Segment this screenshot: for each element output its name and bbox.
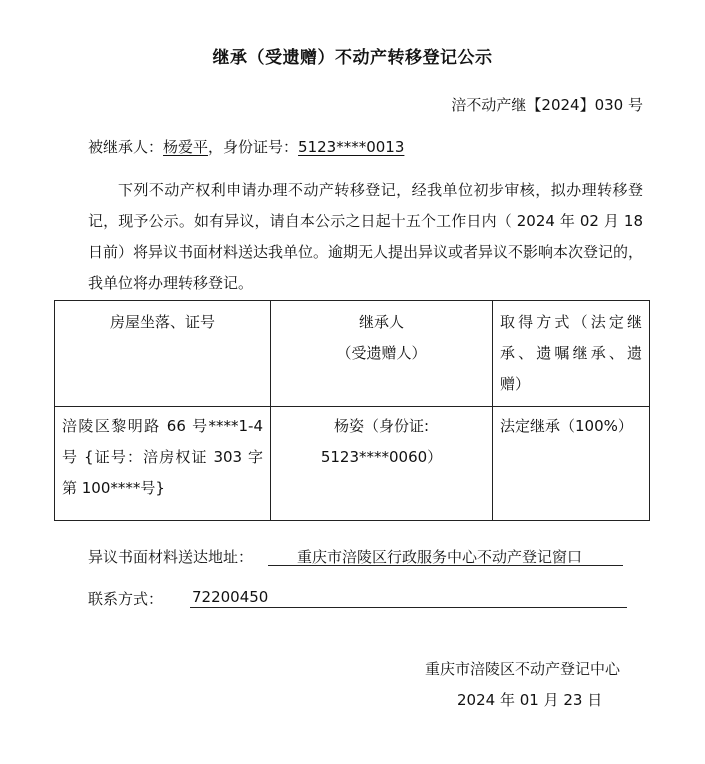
deceased-name: 杨爱平 — [163, 138, 209, 156]
property-table — [54, 300, 650, 521]
cell-location: 涪陵区黎明路 66 号****1-4 号 {证号：涪房权证 303 字第 100****号} — [55, 407, 271, 521]
cell-heir-line2: 5123****0060） — [320, 448, 443, 466]
header-heir — [271, 301, 493, 407]
contact-label: 联系方式： — [88, 590, 164, 608]
cell-heir-line1: 杨姿（身份证: — [333, 417, 430, 435]
issuing-organization: 重庆市涪陵区不动产登记中心 — [425, 660, 621, 678]
cell-heir — [271, 407, 493, 521]
deceased-info — [88, 136, 404, 157]
address-value: 重庆市涪陵区行政服务中心不动产登记窗口 — [297, 548, 583, 566]
header-heir-line1: 继承人 — [358, 313, 404, 331]
issue-date: 2024 年 01 月 23 日 — [457, 691, 603, 709]
table-row — [55, 407, 650, 521]
address-label: 异议书面材料送达地址： — [88, 548, 254, 566]
id-label: ，身份证号： — [208, 138, 299, 156]
document-number: 涪不动产继【2024】030 号 — [451, 96, 643, 114]
deceased-label: 被继承人： — [88, 138, 164, 156]
header-location: 房屋坐落、证号 — [55, 301, 271, 407]
contact-underline — [190, 607, 627, 608]
contact-value: 72200450 — [192, 588, 269, 606]
table-header-row — [55, 301, 650, 407]
cell-method: 法定继承（100%） — [493, 407, 650, 521]
deceased-id-number: 5123****0013 — [298, 138, 405, 156]
header-heir-line2: （受遗赠人） — [336, 344, 427, 362]
address-underline — [268, 565, 623, 566]
notice-paragraph: 下列不动产权利申请办理不动产转移登记，经我单位初步审核，拟办理转移登记，现予公示。如有异议，请自本公示之日起十五个工作日内（ 2024 年 02 月 18 日前）将异议书面材料送达我单位。逾期无人提出异议或者异议不影响本次登记的，我单位将办理转移登记。 — [88, 181, 644, 292]
notice-title: 继承（受遗赠）不动产转移登记公示 — [212, 48, 493, 68]
header-method: 取得方式（法定继承、遗嘱继承、遗赠） — [493, 301, 650, 407]
